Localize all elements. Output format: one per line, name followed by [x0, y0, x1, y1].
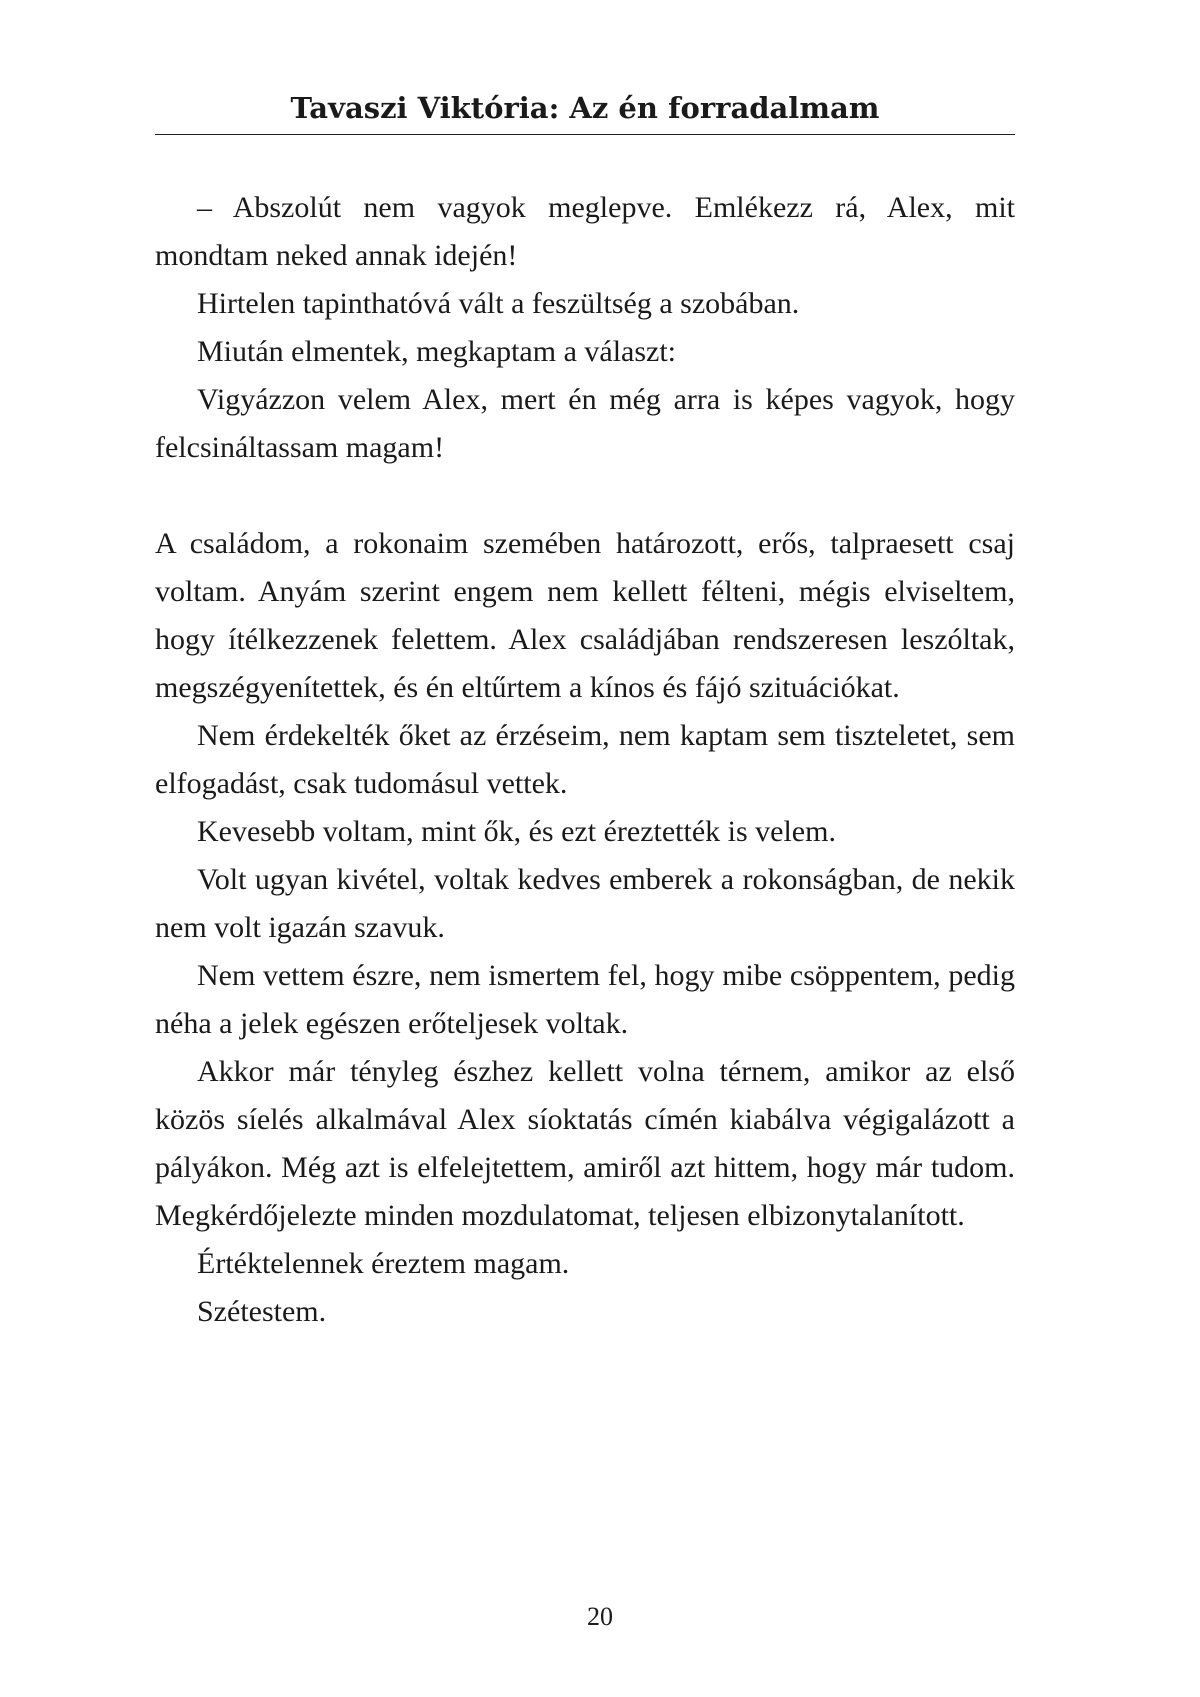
paragraph: Nem vettem észre, nem ismertem fel, hogy mibe csöppentem, pedig néha a jelek egészen erőteljesek voltak. — [155, 959, 1015, 1040]
page-number: 20 — [587, 1602, 613, 1631]
paragraph: Volt ugyan kivétel, voltak kedves emberek a rokonságban, de nekik nem volt igazán szavuk. — [155, 863, 1015, 944]
paragraph: Akkor már tényleg észhez kellett volna térnem, amikor az első közös síelés alkalmával Alex síoktatás címén kiabálva végigalázott a pályákon. Még azt is elfelejtettem, amiről azt hittem, hogy már tudom. Megkérdőjelezte minden mozdulatomat, teljesen elbizonytalanított. — [155, 1055, 1015, 1232]
paragraph: Hirtelen tapinthatóvá vált a feszültség a szobában. — [197, 287, 800, 320]
body-text — [155, 184, 1015, 1336]
header-rule — [155, 134, 1015, 135]
paragraph: Kevesebb voltam, mint ők, és ezt éreztették is velem. — [197, 815, 836, 848]
paragraph: Nem érdekelték őket az érzéseim, nem kaptam sem tiszteletet, sem elfogadást, csak tudomásul vettek. — [155, 719, 1015, 800]
paragraph: Miután elmentek, megkaptam a választ: — [197, 335, 677, 368]
paragraph: Vigyázzon velem Alex, mert én még arra is képes vagyok, hogy felcsináltassam magam! — [155, 383, 1015, 464]
paragraph: Szétestem. — [197, 1295, 327, 1328]
paragraph: A családom, a rokonaim szemében határozott, erős, talpraesett csaj voltam. Anyám szerint engem nem kellett félteni, mégis elviseltem, hogy ítélkezzenek felettem. Alex családjában rendszeresen leszóltak, megszégyenítettek, és én eltűrtem a kínos és fájó szituációkat. — [155, 527, 1015, 704]
section-gap — [155, 472, 1015, 520]
running-header: Tavaszi Viktória: Az én forradalmam — [290, 91, 880, 125]
paragraph: – Abszolút nem vagyok meglepve. Emlékezz rá, Alex, mit mondtam neked annak idején! — [155, 191, 1015, 272]
paragraph: Értéktelennek éreztem magam. — [197, 1247, 570, 1280]
